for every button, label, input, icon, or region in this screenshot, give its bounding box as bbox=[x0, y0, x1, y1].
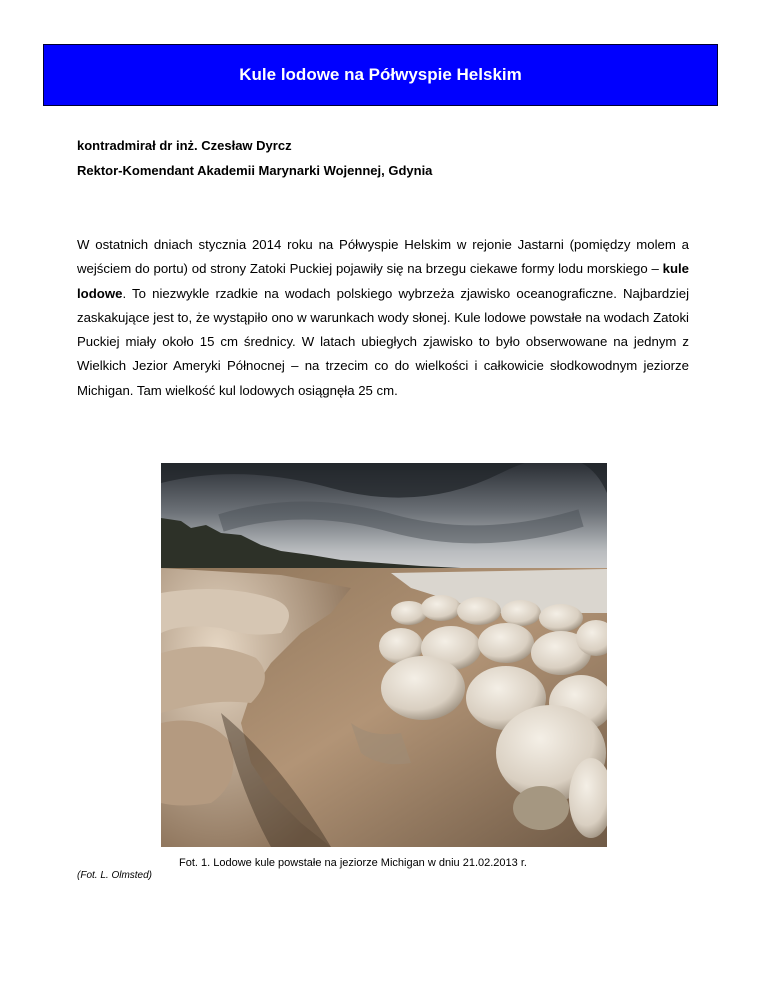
bold-term: kule lodowe bbox=[77, 261, 689, 301]
page-title: Kule lodowe na Półwyspie Helskim bbox=[239, 65, 522, 84]
paragraph-text-part2: . To niezwykle rzadkie na wodach polskiego wybrzeża zjawisko oceanograficzne. Najbardziej zaskakujące jest to, że wystąpiło ono w warunkach wody słonej. Kule lodowe powstałe na wodach Zatoki Puckiej miały około 15 cm średnicy. W latach ubiegłych zjawisko to było obserwowane na jednym z Wielkich Jezior Ameryki Północnej – na trzecim co do wielkości i całkowicie słodkowodnym jeziorze Michigan. Tam wielkość kul lodowych osiągnęła 25 cm. bbox=[77, 285, 689, 398]
author-affiliation: Rektor-Komendant Akademii Marynarki Wojennej, Gdynia bbox=[77, 163, 433, 178]
article-paragraph bbox=[77, 233, 689, 403]
paragraph-text-part1: W ostatnich dniach stycznia 2014 roku na Półwyspie Helskim w rejonie Jastarni (pomiędzy molem a wejściem do portu) od strony Zatoki Puckiej pojawiły się na brzegu ciekawe formy lodu morskiego – bbox=[77, 237, 689, 277]
figure-caption: Fot. 1. Lodowe kule powstałe na jeziorze Michigan w dniu 21.02.2013 r. bbox=[179, 857, 527, 869]
title-banner bbox=[43, 44, 718, 106]
author-name: kontradmirał dr inż. Czesław Dyrcz bbox=[77, 138, 292, 153]
article-body bbox=[77, 233, 689, 403]
photo-credit: (Fot. L. Olmsted) bbox=[77, 870, 153, 881]
ice-balls-photo bbox=[161, 463, 607, 847]
